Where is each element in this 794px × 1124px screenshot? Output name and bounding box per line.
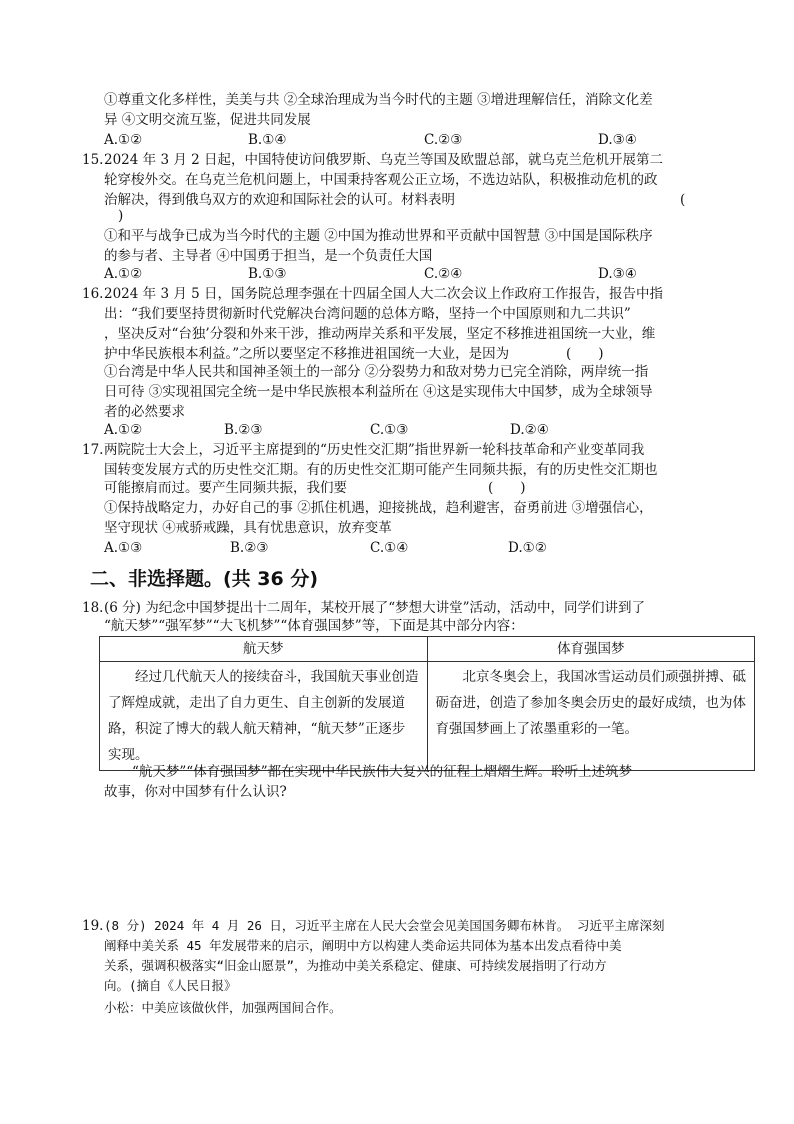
q18-number: 18. <box>82 600 104 616</box>
q17-stem-line-3: 可能擦肩而过。要产生同频共振，我们要 <box>104 480 347 496</box>
q18-stem-line-1: (6 分) 为纪念中国梦提出十二周年，某校开展了“梦想大讲堂”活动，活动中，同学们讲到了 <box>104 600 646 616</box>
q19-stem-line-2: 阐释中美关系 45 年发展带来的启示，阐明中方以构建人类命运共同体为基本出发点看待中美 <box>104 938 622 953</box>
q14-choices-line-1: ①尊重文化多样性，美美与共 ②全球治理成为当今时代的主题 ③增进理解信任，消除文化差 <box>104 92 653 108</box>
q16-option-a[interactable]: A.①② <box>104 422 143 438</box>
q14-choices-line-2: 异 ④文明交流互鉴，促进共同发展 <box>104 112 311 128</box>
q17-options <box>104 538 704 558</box>
q19-xiaosong-view: 小松：中美应该做伙伴，加强两国间合作。 <box>104 1000 342 1015</box>
q16-option-b[interactable]: B.②③ <box>224 422 263 438</box>
q15-option-a[interactable]: A.①② <box>104 266 143 282</box>
q16-choices-line-1: ①台湾是中华人民共和国神圣领土的一部分 ②分裂势力和敌对势力已完全消除，两岸统一指 <box>104 364 649 380</box>
q19-number: 19. <box>82 918 104 934</box>
q16-choices-line-2: 日可待 ③实现祖国完全统一是中华民族根本利益所在 ④这是实现伟大中国梦，成为全球领导 <box>104 384 653 400</box>
q17-choices-line-1: ①保持战略定力，办好自己的事 ②抓住机遇，迎接挑战，趋利避害，奋勇前进 ③增强信心， <box>104 500 653 516</box>
q14-option-d[interactable]: D.③④ <box>598 132 637 148</box>
q16-options <box>104 420 704 440</box>
q15-number: 15. <box>82 152 104 168</box>
q17-stem-line-1: 两院院士大会上，习近平主席提到的“历史性交汇期”指世界新一轮科技革命和产业变革同我 <box>104 442 645 458</box>
section-title: 二、非选择题。(共 36 分) <box>90 568 319 590</box>
table-cell-sports-dream: 北京冬奥会上，我国冰雪运动员们顽强拼搏、砥砺奋进，创造了参加冬奥会历史的最好成绩，也为体育强国梦画上了浓墨重彩的一笔。 <box>427 662 755 771</box>
dream-table <box>99 636 755 771</box>
q19-stem-line-1: (8 分) 2024 年 4 月 26 日，习近平主席在人民大会堂会见美国国务卿布林肯。 习近平主席深刻 <box>104 918 665 933</box>
q18-question-line-2: 故事，你对中国梦有什么认识? <box>104 784 287 800</box>
table-cell-space-dream: 经过几代航天人的接续奋斗，我国航天事业创造了辉煌成就，走出了自力更生、自主创新的发展道路，积淀了博大的载人航天精神，“航天梦”正逐步实现。 <box>100 662 428 771</box>
q14-option-b[interactable]: B.①④ <box>248 132 287 148</box>
q17-number: 17. <box>82 442 104 458</box>
q14-option-a[interactable]: A.①② <box>104 132 143 148</box>
q17-option-c[interactable]: C.①④ <box>370 540 409 556</box>
q15-option-c[interactable]: C.②④ <box>424 266 463 282</box>
q16-answer-paren[interactable]: ( ) <box>566 346 604 362</box>
q18-question-line-1: “航天梦”“体育强国梦”都在实现中华民族伟大复兴的征程上熠熠生辉。聆听上述筑梦 <box>132 764 633 780</box>
q16-option-c[interactable]: C.①③ <box>370 422 409 438</box>
q17-answer-paren[interactable]: ( ) <box>488 480 526 496</box>
q19-stem-line-4: 向。(摘自《人民日报》 <box>104 978 237 993</box>
q15-stem-line-1: 2024 年 3 月 2 日起，中国特使访问俄罗斯、乌克兰等国及欧盟总部，就乌克兰危机开展第二 <box>104 152 663 168</box>
q14-options <box>104 130 704 150</box>
q16-option-d[interactable]: D.②④ <box>510 422 549 438</box>
table-header-space-dream: 航天梦 <box>100 637 428 662</box>
q15-option-d[interactable]: D.③④ <box>598 266 637 282</box>
q16-stem-line-3: ，坚决反对“台独’分裂和外来干涉，推动两岸关系和平发展，坚定不移推进祖国统一大业，维 <box>104 326 656 342</box>
q16-stem-line-1: 2024 年 3 月 5 日，国务院总理李强在十四届全国人大二次会议上作政府工作报告，报告中指 <box>104 286 663 302</box>
q18-stem-line-2: “航天梦”“强军梦”“大飞机梦”“体育强国梦”等，下面是其中部分内容： <box>104 618 524 634</box>
q15-choices-line-1: ①和平与战争已成为当今时代的主题 ②中国为推动世界和平贡献中国智慧 ③中国是国际秩序 <box>104 228 653 244</box>
q17-stem-line-2: 国转变发展方式的历史性交汇期。有的历史性交汇期可能产生同频共振，有的历史性交汇期也 <box>104 462 658 478</box>
q15-option-b[interactable]: B.①③ <box>248 266 287 282</box>
q17-choices-line-2: 坚守现状 ④戒骄戒躁，具有忧患意识，放弃变革 <box>104 520 392 536</box>
q15-options <box>104 264 704 284</box>
q17-option-b[interactable]: B.②③ <box>230 540 269 556</box>
q14-option-c[interactable]: C.②③ <box>424 132 463 148</box>
q15-answer-paren-open[interactable]: ( <box>680 192 686 208</box>
q15-stem-line-3: 治解决，得到俄乌双方的欢迎和国际社会的认可。材料表明 <box>104 192 455 208</box>
q17-option-d[interactable]: D.①② <box>508 540 547 556</box>
q15-stem-line-2: 轮穿梭外交。在乌克兰危机问题上，中国秉持客观公正立场，不选边站队，积极推动危机的政 <box>104 172 658 188</box>
q16-stem-line-2: 出：“我们要坚持贯彻新时代党解决台湾问题的总体方略，坚持一个中国原则和九二共识” <box>104 306 631 322</box>
table-header-sports-dream: 体育强国梦 <box>427 637 755 662</box>
q19-stem-line-3: 关系，强调积极落实“旧金山愿景”，为推动中美关系稳定、健康、可持续发展指明了行动方 <box>104 958 607 973</box>
q17-option-a[interactable]: A.①③ <box>104 540 143 556</box>
q15-choices-line-2: 的参与者、主导者 ④中国勇于担当，是一个负责任大国 <box>104 248 433 264</box>
q16-number: 16. <box>82 286 104 302</box>
q16-stem-line-4: 护中华民族根本利益。”之所以要坚定不移推进祖国统一大业，是因为 <box>104 346 510 362</box>
q15-answer-paren-close[interactable]: ) <box>118 208 124 224</box>
q16-choices-line-3: 者的必然要求 <box>104 404 185 420</box>
